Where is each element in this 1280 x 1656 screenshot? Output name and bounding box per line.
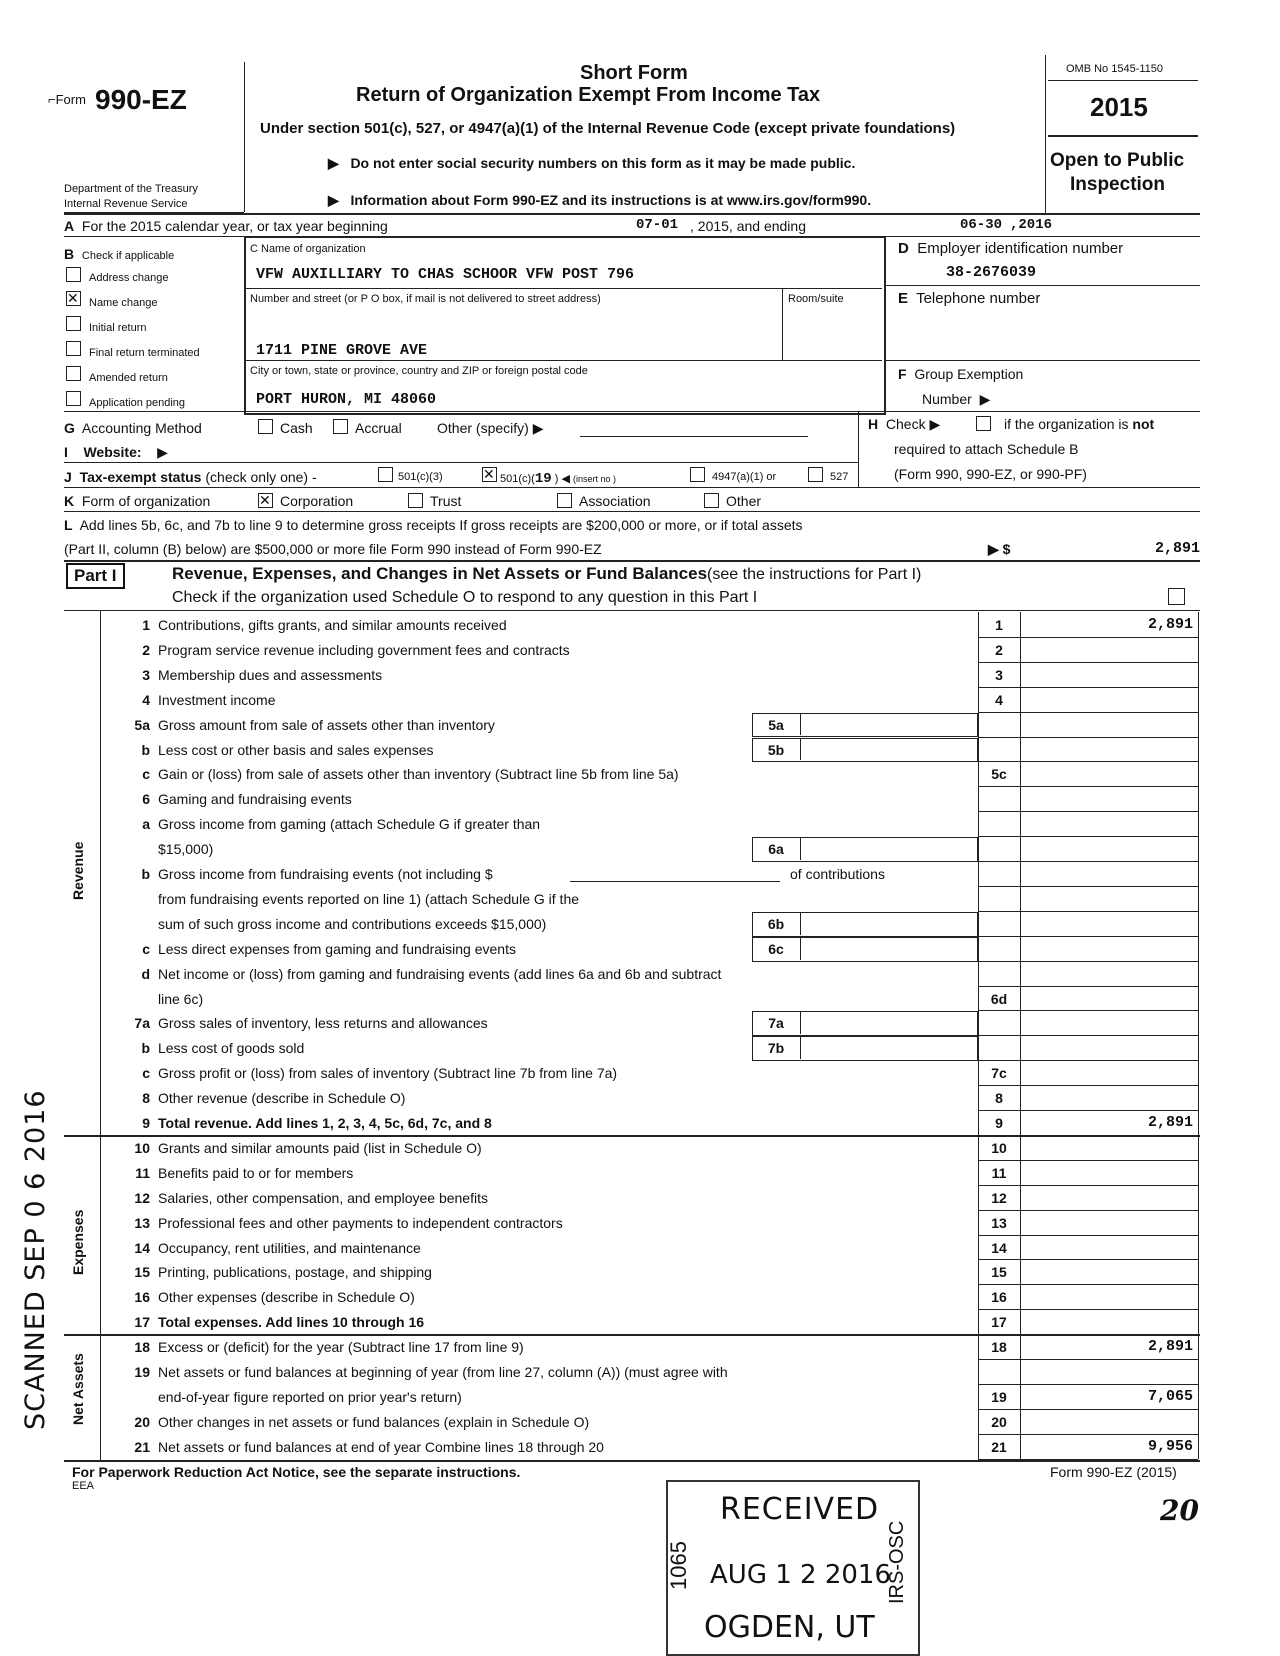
line-text: Grants and similar amounts paid (list in Schedule O) <box>158 1139 482 1156</box>
org-name-label: C Name of organization <box>250 243 366 255</box>
open-to-public: Open to Public <box>1050 150 1185 171</box>
line-number: 8 <box>142 1090 150 1107</box>
name-change-label: Name change <box>89 297 158 309</box>
line-text: Contributions, gifts grants, and similar amounts received <box>158 617 507 633</box>
line-ref-12: 12 <box>991 1189 1007 1206</box>
line-number: 11 <box>135 1164 150 1181</box>
line-number: 19 <box>134 1364 150 1380</box>
checkbox-application-pending[interactable] <box>66 391 81 406</box>
revenue-side-label: Revenue <box>70 841 86 900</box>
line-ref-6c: 6c <box>768 940 784 957</box>
option-501c3: 501(c)(3) <box>398 471 443 483</box>
ein-value: 38-2676039 <box>946 264 1037 281</box>
mid-amount-box-6c[interactable] <box>752 937 978 962</box>
line-l-dollar: ▶ $ <box>988 541 1011 557</box>
line-text: end-of-year figure reported on prior year's return) <box>158 1388 462 1405</box>
cash-label: Cash <box>280 420 313 436</box>
line-text: Professional fees and other payments to independent contractors <box>158 1214 563 1231</box>
line-text: Investment income <box>158 691 276 708</box>
line-text: Gaming and fundraising events <box>158 791 352 808</box>
irs-label: Internal Revenue Service <box>64 198 188 210</box>
line-number: d <box>141 965 150 982</box>
group-exemption-label: F Group Exemption <box>898 366 1024 382</box>
line-ref-21: 21 <box>991 1438 1007 1455</box>
line-number: c <box>142 940 150 957</box>
option-4947: 4947(a)(1) or <box>712 471 777 483</box>
application-pending-label: Application pending <box>89 397 186 409</box>
line-k: K Form of organization <box>64 493 211 509</box>
line-text: Gain or (loss) from sale of assets other than inventory (Subtract line 5b from line 5a) <box>158 766 679 783</box>
line-amount-9: 2,891 <box>1147 1114 1193 1131</box>
line-ref-15: 15 <box>991 1264 1007 1281</box>
note-info: ▶ Information about Form 990-EZ and its instructions is at www.irs.gov/form990. <box>328 192 872 208</box>
corporation-label: Corporation <box>280 493 354 509</box>
line-text: Gross sales of inventory, less returns and allowances <box>158 1015 488 1032</box>
line-text: Net assets or fund balances at beginning of year (from line 27, column (A)) (must agree with <box>158 1364 728 1380</box>
line-ref-19: 19 <box>991 1388 1007 1405</box>
mid-amount-box-5b[interactable] <box>752 738 978 763</box>
checkbox-accrual[interactable] <box>333 419 348 434</box>
line-text: Gross profit or (loss) from sales of inventory (Subtract line 7b from line 7a) <box>158 1065 618 1082</box>
line-amount-19: 7,065 <box>1147 1387 1193 1405</box>
line-number: 3 <box>142 666 150 683</box>
checkbox-corporation[interactable] <box>258 493 273 508</box>
line-text: Other expenses (describe in Schedule O) <box>158 1289 415 1306</box>
city-label: City or town, state or province, country and ZIP or foreign postal code <box>250 365 588 377</box>
line-text: Other changes in net assets or fund balances (explain in Schedule O) <box>158 1413 590 1430</box>
title-main: Return of Organization Exempt From Income Tax <box>356 84 821 106</box>
line-ref-4: 4 <box>995 691 1003 708</box>
omb-number: OMB No 1545-1150 <box>1066 63 1164 75</box>
line-ref-16: 16 <box>991 1289 1007 1306</box>
checkbox-amended-return[interactable] <box>66 366 81 381</box>
line-text: line 6c) <box>158 990 204 1007</box>
line-amount-18: 2,891 <box>1147 1338 1193 1356</box>
line-text: Total expenses. Add lines 10 through 16 <box>158 1314 425 1331</box>
line-number: 18 <box>134 1339 150 1356</box>
line-number: 4 <box>142 691 150 708</box>
phone-label: E Telephone number <box>898 290 1041 307</box>
line-text-secondary: of contributions <box>790 866 885 882</box>
line-g: G Accounting Method <box>64 420 202 436</box>
trust-label: Trust <box>430 493 462 509</box>
line-number: 9 <box>142 1115 150 1131</box>
checkbox-name-change[interactable] <box>66 291 81 306</box>
line-text: Gross amount from sale of assets other than inventory <box>158 716 495 733</box>
footer-paperwork: For Paperwork Reduction Act Notice, see the separate instructions. <box>72 1464 521 1480</box>
checkbox-501c[interactable] <box>482 467 497 482</box>
line-text: $15,000) <box>158 841 214 858</box>
line-text: from fundraising events reported on line 1) (attach Schedule G if the <box>158 890 580 907</box>
stamp-received: RECEIVED <box>720 1492 880 1527</box>
line-number: 7a <box>134 1015 150 1032</box>
line-ref-7c: 7c <box>991 1065 1007 1082</box>
line-text: sum of such gross income and contributions exceeds $15,000) <box>158 915 547 932</box>
line-ref-2: 2 <box>995 641 1003 658</box>
line-number: 14 <box>134 1239 150 1256</box>
option-501c: 501(c)(19 ) ◀ (insert no ) <box>500 471 616 487</box>
line-number: 1 <box>142 617 150 633</box>
line-number: b <box>141 866 150 882</box>
checkbox-schedule-o[interactable] <box>1168 588 1185 605</box>
line-number: 21 <box>134 1438 150 1455</box>
line-ref-20: 20 <box>991 1413 1007 1430</box>
mid-amount-box-6b[interactable] <box>752 912 978 937</box>
checkbox-schedule-b[interactable] <box>976 416 991 431</box>
line-text: Other revenue (describe in Schedule O) <box>158 1090 406 1107</box>
tax-year-mid: , 2015, and ending <box>690 218 806 234</box>
line-number: b <box>141 1040 150 1057</box>
accrual-label: Accrual <box>355 420 402 436</box>
stamp-irs-osc: IRS-OSC <box>886 1520 908 1604</box>
check-b-label: B Check if applicable <box>64 246 175 262</box>
line-number: 6 <box>142 791 150 808</box>
checkbox-501c3[interactable] <box>378 467 393 482</box>
line-number: 10 <box>134 1139 150 1156</box>
line-h-text: if the organization is not <box>1004 416 1155 432</box>
line-text: Salaries, other compensation, and employee benefits <box>158 1189 488 1206</box>
room-suite-label: Room/suite <box>788 293 844 305</box>
line-ref-6b: 6b <box>767 915 785 932</box>
line-number: c <box>142 766 150 783</box>
line-ref-9: 9 <box>995 1115 1003 1131</box>
part1-check-text: Check if the organization used Schedule O to respond to any question in this Part I <box>172 589 758 606</box>
line-text: Excess or (deficit) for the year (Subtract line 17 from line 9) <box>158 1339 524 1356</box>
line-ref-7b: 7b <box>767 1040 785 1057</box>
line-ref-6a: 6a <box>768 841 784 858</box>
line-l-text1: L Add lines 5b, 6c, and 7b to line 9 to determine gross receipts If gross receipts are $200,000 or more, or if total assets <box>64 517 803 533</box>
line-text: Total revenue. Add lines 1, 2, 3, 4, 5c, 6d, 7c, and 8 <box>158 1115 492 1131</box>
line-amount-1: 2,891 <box>1147 616 1193 633</box>
scanned-stamp: SCANNED SEP 0 6 2016 <box>20 1089 51 1430</box>
line-text: Less direct expenses from gaming and fundraising events <box>158 940 516 957</box>
gross-receipts-value: 2,891 <box>1154 540 1200 557</box>
line-ref-7a: 7a <box>768 1015 784 1032</box>
line-text: Net assets or fund balances at end of year Combine lines 18 through 20 <box>158 1438 604 1455</box>
tax-year-begin: 07-01 <box>636 217 679 233</box>
title-short-form: Short Form <box>580 62 688 84</box>
final-return-label: Final return terminated <box>89 347 200 359</box>
line-h: H Check ▶ <box>868 416 941 432</box>
line-text: Less cost or other basis and sales expenses <box>158 741 434 758</box>
address-change-label: Address change <box>89 272 169 284</box>
line-ref-5c: 5c <box>991 766 1007 783</box>
line-ref-17: 17 <box>991 1314 1007 1331</box>
line-h-text3: (Form 990, 990-EZ, or 990-PF) <box>894 466 1087 482</box>
option-527: 527 <box>830 471 849 483</box>
line-ref-13: 13 <box>991 1214 1007 1231</box>
line-number: 17 <box>134 1314 150 1331</box>
expenses-side-label: Expenses <box>70 1209 86 1275</box>
part1-title: Revenue, Expenses, and Changes in Net Assets or Fund Balances(see the instructions for Part I) <box>172 564 922 583</box>
line-j: J Tax-exempt status (check only one) - <box>64 469 317 485</box>
part1-tag: Part I <box>66 563 125 589</box>
street-label: Number and street (or P O box, if mail is not delivered to street address) <box>250 293 601 305</box>
org-name: VFW AUXILLIARY TO CHAS SCHOOR VFW POST 796 <box>256 266 635 283</box>
line-number: 15 <box>134 1264 150 1281</box>
line-text: Program service revenue including government fees and contracts <box>158 641 570 658</box>
other-form-label: Other <box>726 493 762 509</box>
ein-label: D Employer identification number <box>898 240 1124 257</box>
stamp-code: 1065 <box>666 1541 691 1590</box>
checkbox-initial-return[interactable] <box>66 316 81 331</box>
checkbox-address-change[interactable] <box>66 267 81 282</box>
line-number: b <box>141 741 150 758</box>
line-ref-14: 14 <box>991 1239 1007 1256</box>
line-ref-10: 10 <box>991 1139 1007 1156</box>
checkbox-final-return[interactable] <box>66 341 81 356</box>
mid-amount-box-5a[interactable] <box>752 713 978 738</box>
checkbox-trust[interactable] <box>408 493 423 508</box>
tax-year-end: 06-30 <box>960 217 1003 233</box>
line-text: Net income or (loss) from gaming and fundraising events (add lines 6a and 6b and subtract <box>158 965 722 982</box>
org-box <box>244 236 886 415</box>
inspection: Inspection <box>1070 174 1166 195</box>
line-text: Printing, publications, postage, and shipping <box>158 1264 432 1281</box>
footer-eea: EEA <box>72 1480 95 1492</box>
tax-year-end-year: ,2016 <box>1010 217 1053 233</box>
line-h-text2: required to attach Schedule B <box>894 441 1079 457</box>
line-amount-21: 9,956 <box>1147 1437 1193 1455</box>
line-number: 13 <box>134 1214 150 1231</box>
line-ref-18: 18 <box>991 1339 1007 1356</box>
checkbox-527[interactable] <box>808 467 823 482</box>
mid-amount-box-6a[interactable] <box>752 837 978 862</box>
line-ref-11: 11 <box>991 1164 1007 1181</box>
org-city: PORT HURON, MI 48060 <box>256 391 437 408</box>
line-number: 5a <box>134 716 150 733</box>
line-number: 2 <box>142 641 150 658</box>
checkbox-cash[interactable] <box>258 419 273 434</box>
association-label: Association <box>579 493 651 509</box>
line-i: I Website: ▶ <box>64 444 168 460</box>
line-number: 12 <box>134 1189 150 1206</box>
checkbox-other-form[interactable] <box>704 493 719 508</box>
form-number: 990-EZ <box>95 84 187 115</box>
line-text: Occupancy, rent utilities, and maintenance <box>158 1239 421 1256</box>
subtitle: Under section 501(c), 527, or 4947(a)(1) of the Internal Revenue Code (except private foundations) <box>260 120 956 137</box>
line-text: Less cost of goods sold <box>158 1040 305 1057</box>
mid-amount-box-7b[interactable] <box>752 1036 978 1061</box>
other-specify-label: Other (specify) ▶ <box>437 420 544 436</box>
footer-form-id: Form 990-EZ (2015) <box>1050 1464 1177 1480</box>
line-a: A For the 2015 calendar year, or tax year beginning <box>64 218 388 234</box>
line-ref-5a: 5a <box>768 716 784 733</box>
amended-return-label: Amended return <box>89 372 168 384</box>
tax-year: 2015 <box>1090 92 1148 122</box>
line-number: 20 <box>134 1413 150 1430</box>
line-number: 16 <box>134 1289 150 1306</box>
line-number: a <box>142 816 150 833</box>
note-ssn: ▶ Do not enter social security numbers on this form as it may be made public. <box>328 155 856 171</box>
line-text: Gross income from fundraising events (not including $ <box>158 866 493 882</box>
org-street: 1711 PINE GROVE AVE <box>256 342 428 359</box>
line-text: Benefits paid to or for members <box>158 1164 354 1181</box>
page-number: 20 <box>1160 1494 1199 1527</box>
dept-label: Department of the Treasury <box>64 183 198 195</box>
line-ref-5b: 5b <box>767 741 785 758</box>
checkbox-4947[interactable] <box>690 467 705 482</box>
mid-amount-box-7a[interactable] <box>752 1011 978 1036</box>
line-ref-1: 1 <box>995 617 1003 633</box>
line-ref-8: 8 <box>995 1090 1003 1107</box>
line-number: c <box>142 1065 150 1082</box>
line-l-text2: (Part II, column (B) below) are $500,000 or more file Form 990 instead of Form 990-EZ <box>64 541 602 557</box>
line-text: Membership dues and assessments <box>158 666 383 683</box>
form-prefix: ⌐Form <box>48 92 86 107</box>
checkbox-association[interactable] <box>557 493 572 508</box>
stamp-city: OGDEN, UT <box>704 1610 875 1645</box>
received-stamp <box>666 1480 920 1656</box>
line-ref-3: 3 <box>995 666 1003 683</box>
line-ref-6d: 6d <box>990 990 1008 1007</box>
initial-return-label: Initial return <box>89 322 147 334</box>
line-text: Gross income from gaming (attach Schedule G if greater than <box>158 816 541 833</box>
stamp-date: AUG 1 2 2016 <box>710 1560 892 1590</box>
net-assets-side-label: Net Assets <box>70 1353 86 1425</box>
group-number-label: Number ▶ <box>922 391 991 407</box>
